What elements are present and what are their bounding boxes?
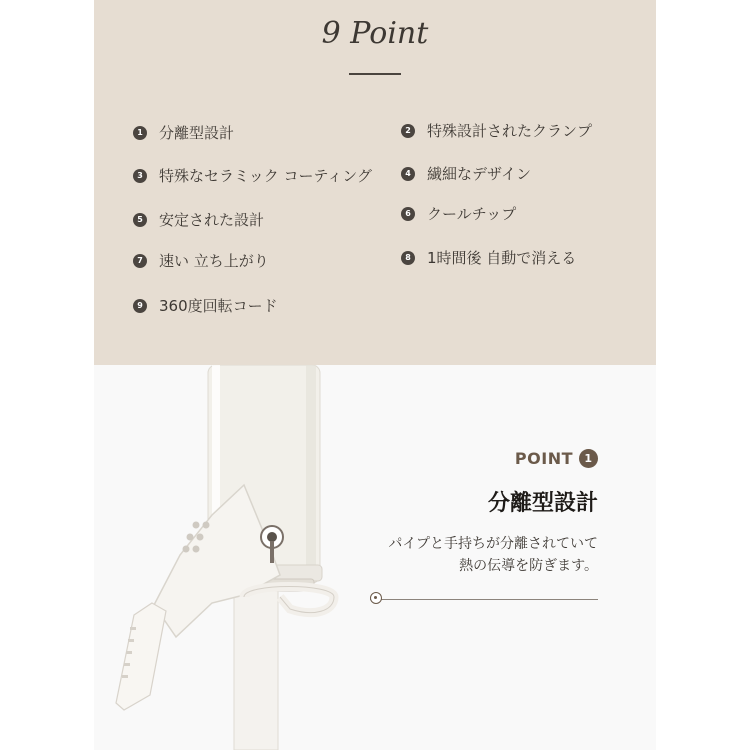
point-item-2 xyxy=(401,120,592,141)
point-item-9 xyxy=(133,295,278,316)
point-heading xyxy=(515,449,598,468)
points-section xyxy=(94,0,656,365)
point-number-badge: 1 xyxy=(579,449,598,468)
point-item-8 xyxy=(401,247,576,268)
curling-iron-illustration xyxy=(94,365,354,750)
point-number-badge: 1 xyxy=(133,126,147,140)
description-line: パイプと手持ちが分離されていて xyxy=(388,536,598,552)
point-item-1 xyxy=(133,122,234,143)
description-line: 熱の伝導を防ぎます。 xyxy=(459,558,598,574)
leader-dot-icon xyxy=(370,592,382,604)
point-label: 分離型設計 xyxy=(159,124,235,142)
point-number-badge: 5 xyxy=(133,213,147,227)
point-number-badge: 9 xyxy=(133,299,147,313)
point-label: クールチップ xyxy=(427,205,517,223)
point-number-badge: 2 xyxy=(401,124,415,138)
feature-description xyxy=(388,533,598,577)
title-underline xyxy=(349,73,401,75)
point-label: 特殊なセラミック コーティング xyxy=(159,167,372,185)
point-label: 1時間後 自動で消える xyxy=(427,249,577,267)
point-item-6 xyxy=(401,203,516,224)
product-detail-panel xyxy=(94,0,656,750)
point-item-7 xyxy=(133,250,269,271)
point-item-4 xyxy=(401,163,531,184)
point-number-badge: 4 xyxy=(401,167,415,181)
point-label: 繊細なデザイン xyxy=(427,165,531,183)
point-number-badge: 3 xyxy=(133,169,147,183)
feature-title: 分離型設計 xyxy=(487,491,598,516)
point-label: 安定された設計 xyxy=(159,211,265,229)
section-title: 9 Point xyxy=(321,16,429,51)
point-number-badge: 7 xyxy=(133,254,147,268)
point-number-badge: 6 xyxy=(401,207,415,221)
point-number-badge: 8 xyxy=(401,251,415,265)
point-word: POINT xyxy=(514,449,573,468)
point-label: 360度回転コード xyxy=(159,297,278,315)
point-label: 速い 立ち上がり xyxy=(159,252,269,270)
leader-line xyxy=(370,599,598,600)
point-label: 特殊設計されたクランプ xyxy=(427,122,593,140)
feature-section xyxy=(94,365,656,750)
point-item-5 xyxy=(133,209,264,230)
point-item-3 xyxy=(133,165,372,186)
